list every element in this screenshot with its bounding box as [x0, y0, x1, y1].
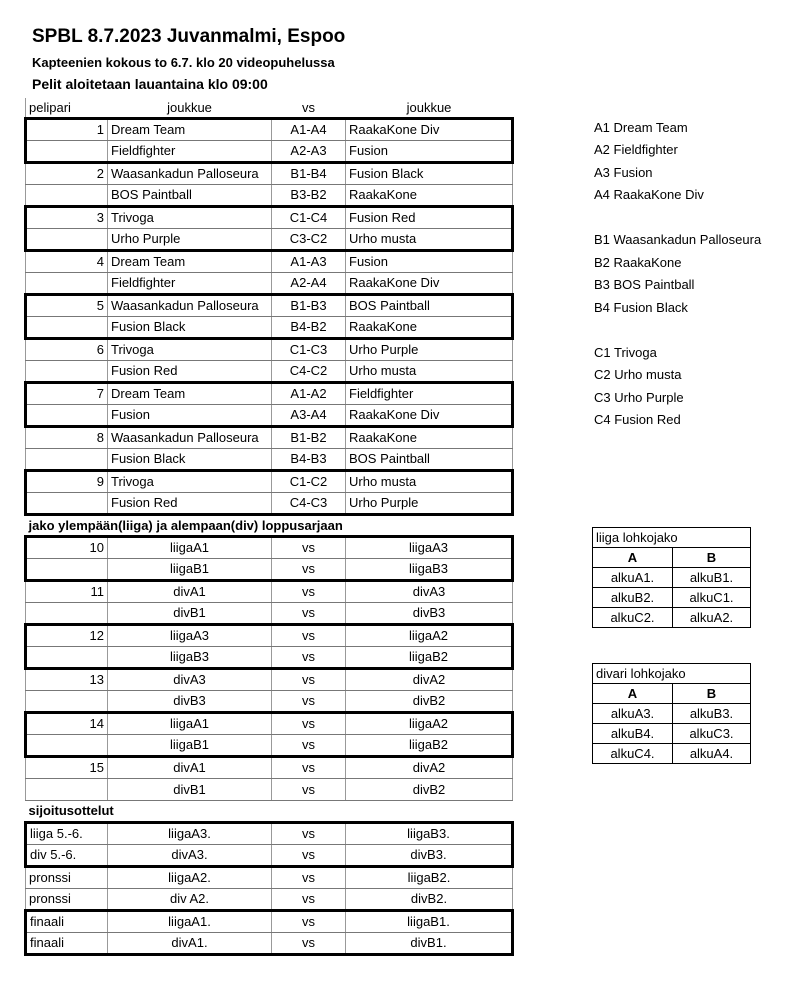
- playoff-vs: vs: [272, 624, 346, 646]
- playoff-team-2: divA3: [346, 580, 513, 602]
- playoff-pair-number: [26, 734, 108, 756]
- liiga-cell: alkuB1.: [673, 568, 751, 588]
- liiga-cell: alkuC1.: [673, 588, 751, 608]
- game-team-1: Fieldfighter: [108, 140, 272, 162]
- legend-entry: C3 Urho Purple: [594, 390, 684, 405]
- game-pair-number: [26, 228, 108, 250]
- legend-entry: A1 Dream Team: [594, 120, 688, 135]
- playoff-vs: vs: [272, 602, 346, 624]
- game-row: [26, 470, 513, 492]
- playoff-team-1: divB1: [108, 778, 272, 800]
- game-team-1: Dream Team: [108, 118, 272, 140]
- playoff-pair-number: [26, 778, 108, 800]
- game-team-1: Fusion: [108, 404, 272, 426]
- game-vs: C1-C2: [272, 470, 346, 492]
- playoff-pair-number: 11: [26, 580, 108, 602]
- playoff-pair-number: [26, 690, 108, 712]
- game-pair-number: [26, 360, 108, 382]
- game-vs: C4-C3: [272, 492, 346, 514]
- placement-vs: vs: [272, 888, 346, 910]
- div-group-head-b: B: [673, 684, 751, 704]
- playoff-row: [26, 712, 513, 734]
- game-team-1: Waasankadun Palloseura: [108, 162, 272, 184]
- game-pair-number: [26, 404, 108, 426]
- playoff-team-2: divA2: [346, 668, 513, 690]
- game-team-1: Fieldfighter: [108, 272, 272, 294]
- game-vs: C1-C4: [272, 206, 346, 228]
- game-team-1: BOS Paintball: [108, 184, 272, 206]
- placement-pair-number: div 5.-6.: [26, 844, 108, 866]
- game-pair-number: [26, 316, 108, 338]
- div-cell: alkuA3.: [593, 704, 673, 724]
- game-vs: C1-C3: [272, 338, 346, 360]
- game-team-2: Fusion: [346, 250, 513, 272]
- game-row: [26, 272, 513, 294]
- game-team-2: RaakaKone: [346, 316, 513, 338]
- game-team-2: RaakaKone: [346, 184, 513, 206]
- placement-team-2: divB2.: [346, 888, 513, 910]
- liiga-cell: alkuB2.: [593, 588, 673, 608]
- game-team-2: RaakaKone: [346, 426, 513, 448]
- game-row: [26, 118, 513, 140]
- playoff-vs: vs: [272, 690, 346, 712]
- playoff-team-2: divA2: [346, 756, 513, 778]
- game-team-1: Urho Purple: [108, 228, 272, 250]
- game-pair-number: 6: [26, 338, 108, 360]
- game-row: [26, 426, 513, 448]
- legend-entry: A2 Fieldfighter: [594, 142, 678, 157]
- game-row: [26, 206, 513, 228]
- placement-row: [26, 910, 513, 932]
- game-row: [26, 448, 513, 470]
- playoff-pair-number: [26, 558, 108, 580]
- game-row: [26, 492, 513, 514]
- game-team-2: Urho musta: [346, 228, 513, 250]
- playoff-pair-number: [26, 646, 108, 668]
- playoff-vs: vs: [272, 668, 346, 690]
- game-pair-number: [26, 448, 108, 470]
- playoff-vs: vs: [272, 646, 346, 668]
- placement-row: [26, 888, 513, 910]
- game-team-1: Fusion Black: [108, 448, 272, 470]
- placement-team-1: liigaA3.: [108, 822, 272, 844]
- game-team-1: Fusion Black: [108, 316, 272, 338]
- div-cell: alkuA4.: [673, 744, 751, 764]
- game-pair-number: [26, 492, 108, 514]
- playoff-team-1: divA1: [108, 756, 272, 778]
- playoff-team-2: liigaB3: [346, 558, 513, 580]
- playoff-row: [26, 756, 513, 778]
- legend-entry: B3 BOS Paintball: [594, 277, 695, 292]
- playoff-team-1: liigaA1: [108, 712, 272, 734]
- placement-team-1: liigaA1.: [108, 910, 272, 932]
- playoff-vs: vs: [272, 756, 346, 778]
- game-team-2: Urho Purple: [346, 492, 513, 514]
- playoff-pair-number: 12: [26, 624, 108, 646]
- game-team-2: Fusion: [346, 140, 513, 162]
- placement-team-1: liigaA2.: [108, 866, 272, 888]
- document-title: SPBL 8.7.2023 Juvanmalmi, Espoo: [32, 26, 346, 47]
- game-pair-number: 3: [26, 206, 108, 228]
- div-group-table: [592, 663, 751, 764]
- captains-meeting-note: Kapteenien kokous to 6.7. klo 20 videopuhelussa: [32, 55, 335, 70]
- legend-entry: A4 RaakaKone Div: [594, 187, 704, 202]
- playoff-row: [26, 690, 513, 712]
- playoff-team-2: divB2: [346, 778, 513, 800]
- game-team-2: RaakaKone Div: [346, 118, 513, 140]
- game-vs: B1-B2: [272, 426, 346, 448]
- placement-row: [26, 844, 513, 866]
- placement-pair-number: pronssi: [26, 866, 108, 888]
- start-time-note: Pelit aloitetaan lauantaina klo 09:00: [32, 76, 268, 92]
- playoff-team-1: liigaA3: [108, 624, 272, 646]
- liiga-cell: alkuC2.: [593, 608, 673, 628]
- placement-pair-number: liiga 5.-6.: [26, 822, 108, 844]
- game-team-2: BOS Paintball: [346, 294, 513, 316]
- playoff-team-2: liigaA2: [346, 712, 513, 734]
- placement-team-2: liigaB1.: [346, 910, 513, 932]
- legend-entry: C2 Urho musta: [594, 367, 682, 382]
- playoff-row: [26, 580, 513, 602]
- game-vs: B4-B3: [272, 448, 346, 470]
- div-group-caption: divari lohkojako: [593, 664, 751, 684]
- placement-team-2: liigaB2.: [346, 866, 513, 888]
- placement-team-1: divA1.: [108, 932, 272, 954]
- playoff-row: [26, 668, 513, 690]
- div-cell: alkuC3.: [673, 724, 751, 744]
- game-team-2: Urho musta: [346, 470, 513, 492]
- game-row: [26, 360, 513, 382]
- liiga-group-caption: liiga lohkojako: [593, 528, 751, 548]
- game-vs: C3-C2: [272, 228, 346, 250]
- playoff-team-2: divB2: [346, 690, 513, 712]
- playoff-row: [26, 536, 513, 558]
- playoff-pair-number: 13: [26, 668, 108, 690]
- game-vs: A1-A2: [272, 382, 346, 404]
- placement-row: [26, 932, 513, 954]
- game-row: [26, 228, 513, 250]
- liiga-group-head-b: B: [673, 548, 751, 568]
- game-vs: B1-B3: [272, 294, 346, 316]
- liiga-group-table: [592, 527, 751, 628]
- game-team-2: RaakaKone Div: [346, 272, 513, 294]
- game-pair-number: 9: [26, 470, 108, 492]
- game-team-1: Trivoga: [108, 206, 272, 228]
- game-pair-number: [26, 272, 108, 294]
- playoff-row: [26, 558, 513, 580]
- div-cell: alkuC4.: [593, 744, 673, 764]
- placement-pair-number: pronssi: [26, 888, 108, 910]
- game-row: [26, 316, 513, 338]
- game-team-2: Fieldfighter: [346, 382, 513, 404]
- game-row: [26, 338, 513, 360]
- game-pair-number: 2: [26, 162, 108, 184]
- playoff-team-1: divA3: [108, 668, 272, 690]
- game-team-1: Dream Team: [108, 250, 272, 272]
- playoff-row: [26, 778, 513, 800]
- liiga-group-head-a: A: [593, 548, 673, 568]
- placement-section-header: sijoitusottelut: [26, 800, 513, 822]
- playoff-team-2: liigaA2: [346, 624, 513, 646]
- game-team-1: Fusion Red: [108, 360, 272, 382]
- playoff-team-1: liigaB3: [108, 646, 272, 668]
- playoff-pair-number: 10: [26, 536, 108, 558]
- game-vs: B3-B2: [272, 184, 346, 206]
- playoff-team-2: liigaA3: [346, 536, 513, 558]
- playoff-row: [26, 624, 513, 646]
- game-pair-number: [26, 140, 108, 162]
- playoff-section-header: jako ylempään(liiga) ja alempaan(div) loppusarjaan: [26, 514, 513, 536]
- legend-entry: B2 RaakaKone: [594, 255, 682, 270]
- game-team-1: Trivoga: [108, 470, 272, 492]
- game-team-1: Waasankadun Palloseura: [108, 426, 272, 448]
- playoff-pair-number: 14: [26, 712, 108, 734]
- placement-vs: vs: [272, 844, 346, 866]
- game-pair-number: [26, 184, 108, 206]
- game-pair-number: 1: [26, 118, 108, 140]
- div-cell: alkuB4.: [593, 724, 673, 744]
- playoff-team-2: liigaB2: [346, 646, 513, 668]
- placement-vs: vs: [272, 910, 346, 932]
- game-row: [26, 184, 513, 206]
- placement-row: [26, 822, 513, 844]
- playoff-row: [26, 646, 513, 668]
- playoff-vs: vs: [272, 536, 346, 558]
- playoff-row: [26, 602, 513, 624]
- playoff-pair-number: 15: [26, 756, 108, 778]
- game-pair-number: 5: [26, 294, 108, 316]
- game-row: [26, 140, 513, 162]
- game-vs: A2-A4: [272, 272, 346, 294]
- playoff-vs: vs: [272, 580, 346, 602]
- legend-entry: B4 Fusion Black: [594, 300, 688, 315]
- legend-entry: C1 Trivoga: [594, 345, 657, 360]
- playoff-team-2: liigaB2: [346, 734, 513, 756]
- placement-team-1: div A2.: [108, 888, 272, 910]
- game-vs: B4-B2: [272, 316, 346, 338]
- playoff-team-1: divB1: [108, 602, 272, 624]
- game-vs: C4-C2: [272, 360, 346, 382]
- playoff-vs: vs: [272, 558, 346, 580]
- game-pair-number: 8: [26, 426, 108, 448]
- game-team-1: Trivoga: [108, 338, 272, 360]
- placement-vs: vs: [272, 822, 346, 844]
- game-vs: A3-A4: [272, 404, 346, 426]
- playoff-vs: vs: [272, 712, 346, 734]
- legend-entry: C4 Fusion Red: [594, 412, 681, 427]
- playoff-pair-number: [26, 602, 108, 624]
- game-team-1: Waasankadun Palloseura: [108, 294, 272, 316]
- column-header-pair: pelipari: [26, 98, 108, 118]
- div-group-head-a: A: [593, 684, 673, 704]
- game-team-2: BOS Paintball: [346, 448, 513, 470]
- game-team-2: Fusion Red: [346, 206, 513, 228]
- playoff-vs: vs: [272, 734, 346, 756]
- game-row: [26, 404, 513, 426]
- liiga-cell: alkuA2.: [673, 608, 751, 628]
- game-row: [26, 382, 513, 404]
- column-header-team2: joukkue: [406, 99, 452, 115]
- game-team-2: Fusion Black: [346, 162, 513, 184]
- playoff-team-1: liigaB1: [108, 558, 272, 580]
- column-header-team1: joukkue: [167, 99, 212, 115]
- playoff-team-1: divA1: [108, 580, 272, 602]
- game-team-1: Dream Team: [108, 382, 272, 404]
- playoff-team-2: divB3: [346, 602, 513, 624]
- placement-team-1: divA3.: [108, 844, 272, 866]
- game-row: [26, 294, 513, 316]
- placement-pair-number: finaali: [26, 910, 108, 932]
- playoff-team-1: divB3: [108, 690, 272, 712]
- placement-pair-number: finaali: [26, 932, 108, 954]
- game-row: [26, 162, 513, 184]
- playoff-team-1: liigaA1: [108, 536, 272, 558]
- game-pair-number: 4: [26, 250, 108, 272]
- game-vs: A2-A3: [272, 140, 346, 162]
- placement-team-2: divB1.: [346, 932, 513, 954]
- placement-row: [26, 866, 513, 888]
- game-team-2: Urho Purple: [346, 338, 513, 360]
- div-cell: alkuB3.: [673, 704, 751, 724]
- game-team-2: RaakaKone Div: [346, 404, 513, 426]
- game-team-1: Fusion Red: [108, 492, 272, 514]
- game-team-2: Urho musta: [346, 360, 513, 382]
- game-row: [26, 250, 513, 272]
- game-pair-number: 7: [26, 382, 108, 404]
- placement-team-2: divB3.: [346, 844, 513, 866]
- schedule-table: [24, 98, 514, 956]
- legend-entry: B1 Waasankadun Palloseura: [594, 232, 762, 247]
- legend-entry: A3 Fusion: [594, 165, 653, 180]
- column-header-vs: vs: [302, 99, 315, 115]
- playoff-vs: vs: [272, 778, 346, 800]
- placement-vs: vs: [272, 866, 346, 888]
- playoff-team-1: liigaB1: [108, 734, 272, 756]
- game-vs: A1-A3: [272, 250, 346, 272]
- placement-team-2: liigaB3.: [346, 822, 513, 844]
- game-vs: B1-B4: [272, 162, 346, 184]
- game-vs: A1-A4: [272, 118, 346, 140]
- liiga-cell: alkuA1.: [593, 568, 673, 588]
- placement-vs: vs: [272, 932, 346, 954]
- playoff-row: [26, 734, 513, 756]
